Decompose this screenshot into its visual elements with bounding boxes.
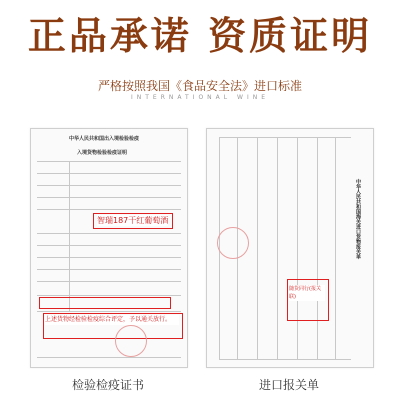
cert-subheading: 入境货物检验检疫证明 (77, 150, 128, 156)
divider (37, 197, 181, 198)
customs-declaration (206, 128, 374, 368)
page-title: 正品承诺 资质证明 (27, 14, 373, 58)
customs-seal (217, 227, 249, 259)
divider (37, 357, 181, 358)
customs-heading: 中华人民共和国海关进口货物报关单 (355, 179, 361, 259)
divider (257, 137, 258, 359)
page-subtitle: 严格按照我国《食品安全法》进口标准 (97, 79, 302, 93)
divider (297, 137, 298, 359)
official-seal (115, 325, 147, 357)
product-highlight-text: 智瑞187干红葡萄酒 (97, 216, 169, 225)
divider (37, 269, 181, 270)
divider (219, 137, 351, 138)
divider (37, 233, 181, 234)
divider (37, 311, 181, 312)
divider (37, 161, 181, 162)
divider (37, 209, 181, 210)
divider (335, 137, 336, 359)
divider (219, 359, 351, 360)
divider (37, 185, 181, 186)
divider (37, 173, 181, 174)
divider (277, 137, 278, 359)
divider (37, 245, 181, 246)
customs-caption: 进口报关单 (258, 378, 319, 392)
divider (37, 257, 181, 258)
cert-heading: 中华人民共和国出入境检验检疫 (69, 136, 140, 142)
divider (37, 281, 181, 282)
page-tagline: INTERNATIONAL WINE (131, 94, 269, 101)
divider (37, 295, 181, 296)
cert-caption: 检验检疫证书 (71, 378, 144, 392)
origin-highlight-box (39, 297, 171, 309)
divider (317, 137, 318, 359)
inspection-certificate (30, 128, 188, 368)
conclusion-highlight-text: 上述货物经检验检疫综合评定，予以通关放行。 (45, 315, 179, 325)
note-highlight-text: 随货同行(报关联) (289, 285, 325, 301)
